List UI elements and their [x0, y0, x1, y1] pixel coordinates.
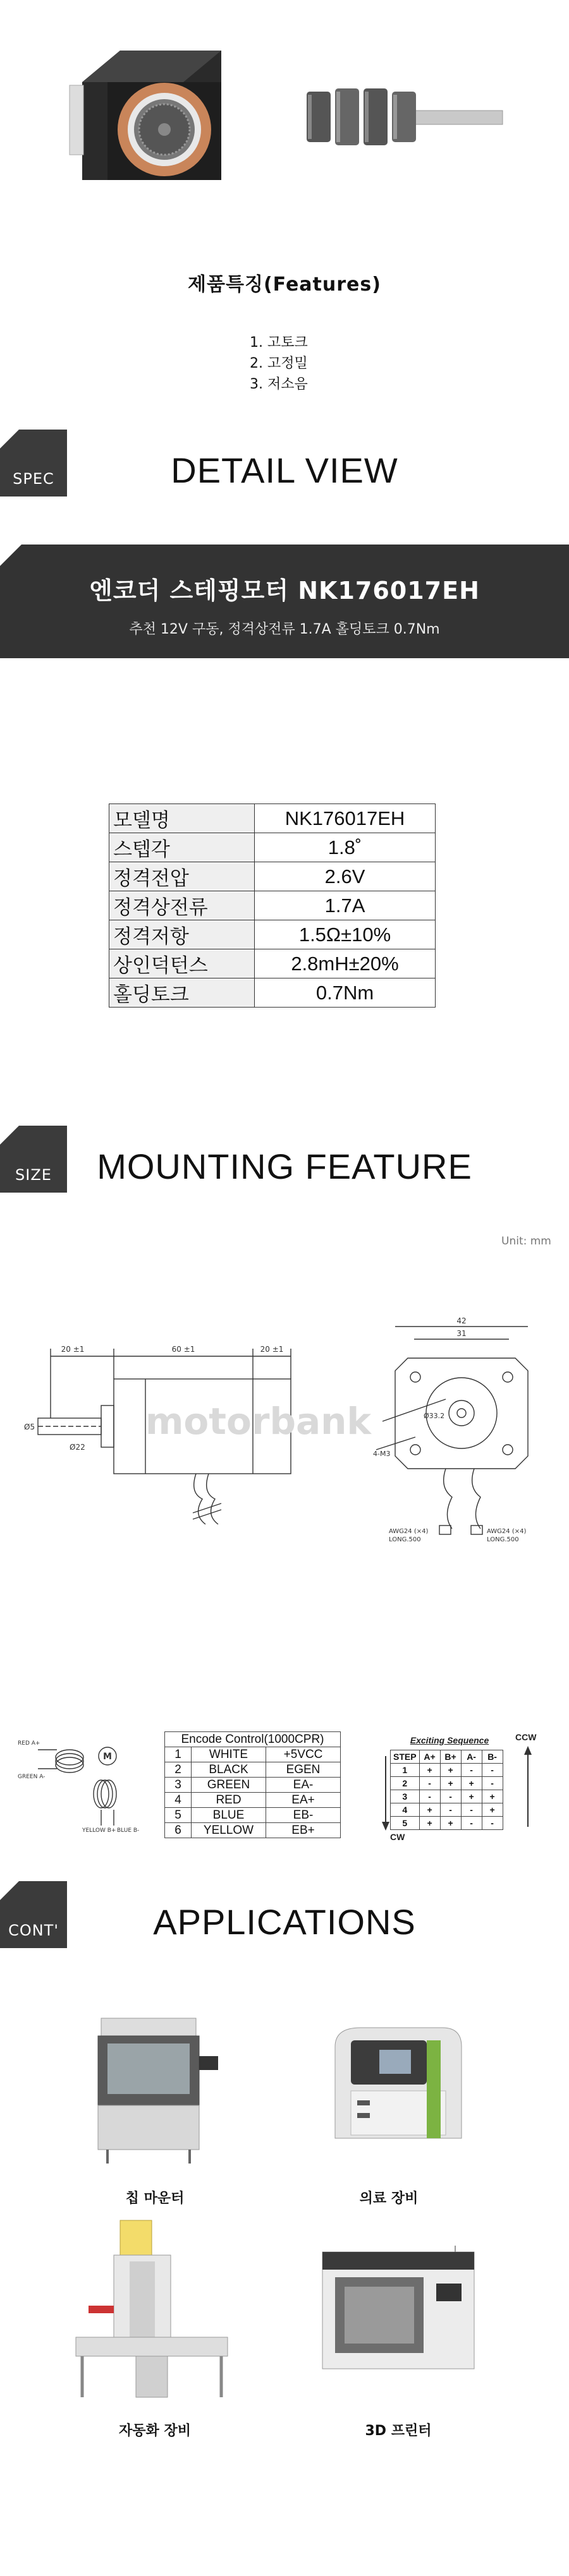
dim-label: Ø5 [24, 1423, 35, 1431]
table-header [391, 1750, 503, 1764]
cell: + [419, 1764, 440, 1777]
cell: B+ [440, 1750, 461, 1764]
cell: - [461, 1803, 482, 1817]
rotor-shaft-image [300, 82, 509, 152]
cell: - [440, 1803, 461, 1817]
unit-label: Unit: mm [501, 1235, 551, 1248]
spec-key: 상인덕턴스 [109, 949, 255, 978]
dim-label: 20 ±1 [61, 1345, 85, 1354]
spec-key: 모델명 [109, 804, 255, 833]
spec-key: 정격전압 [109, 862, 255, 891]
feature-item: 3. 저소음 [250, 376, 308, 392]
app-caption: 의료 장비 [359, 2191, 419, 2206]
table-row [109, 920, 436, 949]
cell: STEP [391, 1750, 420, 1764]
encoder-table [164, 1731, 341, 1838]
cell: EA+ [266, 1793, 341, 1808]
chip-mounter-image [89, 2012, 221, 2170]
feature-item: 1. 고토크 [250, 335, 308, 351]
cell: - [482, 1777, 503, 1790]
wire-label: GREEN A- [18, 1774, 46, 1780]
dim-label: AWG24 (×4) [389, 1528, 429, 1535]
detail-view-title: DETAIL VIEW [171, 450, 398, 490]
spec-value: 1.8˚ [255, 833, 436, 862]
table-row [109, 804, 436, 833]
cell: + [461, 1777, 482, 1790]
cell: EA- [266, 1778, 341, 1793]
spec-value: 2.6V [255, 862, 436, 891]
wire-label: BLUE B- [117, 1827, 140, 1834]
spec-key: 스텝각 [109, 833, 255, 862]
cell: EGEN [266, 1762, 341, 1778]
table-row [109, 833, 436, 862]
cell: + [461, 1790, 482, 1803]
cell: 6 [165, 1823, 192, 1838]
cell: 3 [165, 1778, 192, 1793]
cell: A- [461, 1750, 482, 1764]
table-row [109, 978, 436, 1008]
3d-printer-image [310, 2246, 487, 2375]
table-row [109, 891, 436, 920]
cell: A+ [419, 1750, 440, 1764]
table-row [165, 1778, 341, 1793]
table-row [391, 1764, 503, 1777]
side-view-drawing [13, 1323, 371, 1557]
spec-tag-label: SPEC [13, 470, 54, 488]
spec-value: NK176017EH [255, 804, 436, 833]
table-row [391, 1803, 503, 1817]
table-header [165, 1732, 341, 1747]
cell: - [419, 1777, 440, 1790]
dim-label: 60 ±1 [171, 1345, 195, 1354]
spec-key: 정격저항 [109, 920, 255, 949]
table-row [391, 1790, 503, 1803]
dim-label: Ø22 [70, 1443, 85, 1452]
medical-equipment-image [322, 2021, 471, 2148]
automation-equipment-image [70, 2217, 234, 2400]
cell: 4 [165, 1793, 192, 1808]
feature-item: 2. 고정밀 [250, 356, 308, 371]
table-row [391, 1817, 503, 1830]
cont-tag-label: CONT' [8, 1922, 59, 1939]
table-row [165, 1762, 341, 1778]
exciting-sequence-table [390, 1750, 503, 1830]
table-row [109, 862, 436, 891]
cell: - [419, 1790, 440, 1803]
product-banner [0, 545, 569, 658]
mounting-feature-title: MOUNTING FEATURE [97, 1147, 472, 1186]
cw-label: CW [390, 1832, 405, 1842]
spec-value: 2.8mH±20% [255, 949, 436, 978]
dim-label: 31 [456, 1329, 467, 1338]
features-title: 제품특징(Features) [188, 274, 381, 296]
banner-subtitle: 추천 12V 구동, 정격상전류 1.7A 홀딩토크 0.7Nm [129, 622, 440, 637]
spec-value: 0.7Nm [255, 978, 436, 1008]
spec-table [109, 803, 436, 1008]
spec-key: 정격상전류 [109, 891, 255, 920]
table-row [109, 949, 436, 978]
table-row [165, 1808, 341, 1823]
cell: 3 [391, 1790, 420, 1803]
cell: - [461, 1764, 482, 1777]
wire-label: YELLOW B+ [82, 1827, 116, 1834]
cell: + [440, 1817, 461, 1830]
cell: + [482, 1790, 503, 1803]
dim-label: LONG.500 [389, 1536, 421, 1543]
spec-value: 1.7A [255, 891, 436, 920]
cell: 4 [391, 1803, 420, 1817]
cell: 5 [165, 1808, 192, 1823]
table-row [165, 1747, 341, 1762]
cell: BLACK [192, 1762, 266, 1778]
cell: - [461, 1817, 482, 1830]
cell: YELLOW [192, 1823, 266, 1838]
cell: WHITE [192, 1747, 266, 1762]
cell: +5VCC [266, 1747, 341, 1762]
spec-key: 홀딩토크 [109, 978, 255, 1008]
cell: - [482, 1764, 503, 1777]
banner-title: 엔코더 스테핑모터 NK176017EH [89, 577, 480, 605]
front-view-drawing [370, 1311, 560, 1563]
motor-symbol: M [103, 1752, 112, 1762]
cell: GREEN [192, 1778, 266, 1793]
cell: EB+ [266, 1823, 341, 1838]
app-caption: 3D 프린터 [365, 2423, 432, 2439]
app-caption: 자동화 장비 [119, 2423, 191, 2439]
dim-label: LONG.500 [487, 1536, 519, 1543]
cell: + [482, 1803, 503, 1817]
watermark: motorbank [145, 1400, 371, 1443]
ccw-label: CCW [515, 1732, 537, 1742]
cell: + [419, 1803, 440, 1817]
cell: RED [192, 1793, 266, 1808]
cell: 2 [391, 1777, 420, 1790]
ccw-arrow [522, 1745, 534, 1827]
cell: - [482, 1817, 503, 1830]
wiring-diagram [13, 1731, 155, 1838]
stepper-motor-image [70, 38, 247, 183]
cell: - [440, 1790, 461, 1803]
dim-label: Ø33.2 [424, 1412, 445, 1420]
applications-title: APPLICATIONS [153, 1902, 416, 1942]
cell: + [419, 1817, 440, 1830]
table-row [165, 1793, 341, 1808]
cell: 5 [391, 1817, 420, 1830]
size-tag-label: SIZE [15, 1166, 52, 1184]
exciting-title: Exciting Sequence [410, 1735, 489, 1745]
cell: EB- [266, 1808, 341, 1823]
wire-label: RED A+ [18, 1740, 40, 1747]
encoder-header: Encode Control(1000CPR) [165, 1732, 341, 1747]
table-row [391, 1777, 503, 1790]
dim-label: 42 [456, 1316, 467, 1325]
cell: 2 [165, 1762, 192, 1778]
cell: + [440, 1777, 461, 1790]
spec-value: 1.5Ω±10% [255, 920, 436, 949]
cell: 1 [391, 1764, 420, 1777]
cell: BLUE [192, 1808, 266, 1823]
cell: B- [482, 1750, 503, 1764]
cell: + [440, 1764, 461, 1777]
dim-label: AWG24 (×4) [487, 1528, 527, 1535]
cell: 1 [165, 1747, 192, 1762]
app-caption: 칩 마운터 [125, 2191, 185, 2206]
features-list [250, 332, 308, 395]
table-row [165, 1823, 341, 1838]
dim-label: 20 ±1 [260, 1345, 284, 1354]
dim-label: 4-M3 [373, 1450, 391, 1458]
